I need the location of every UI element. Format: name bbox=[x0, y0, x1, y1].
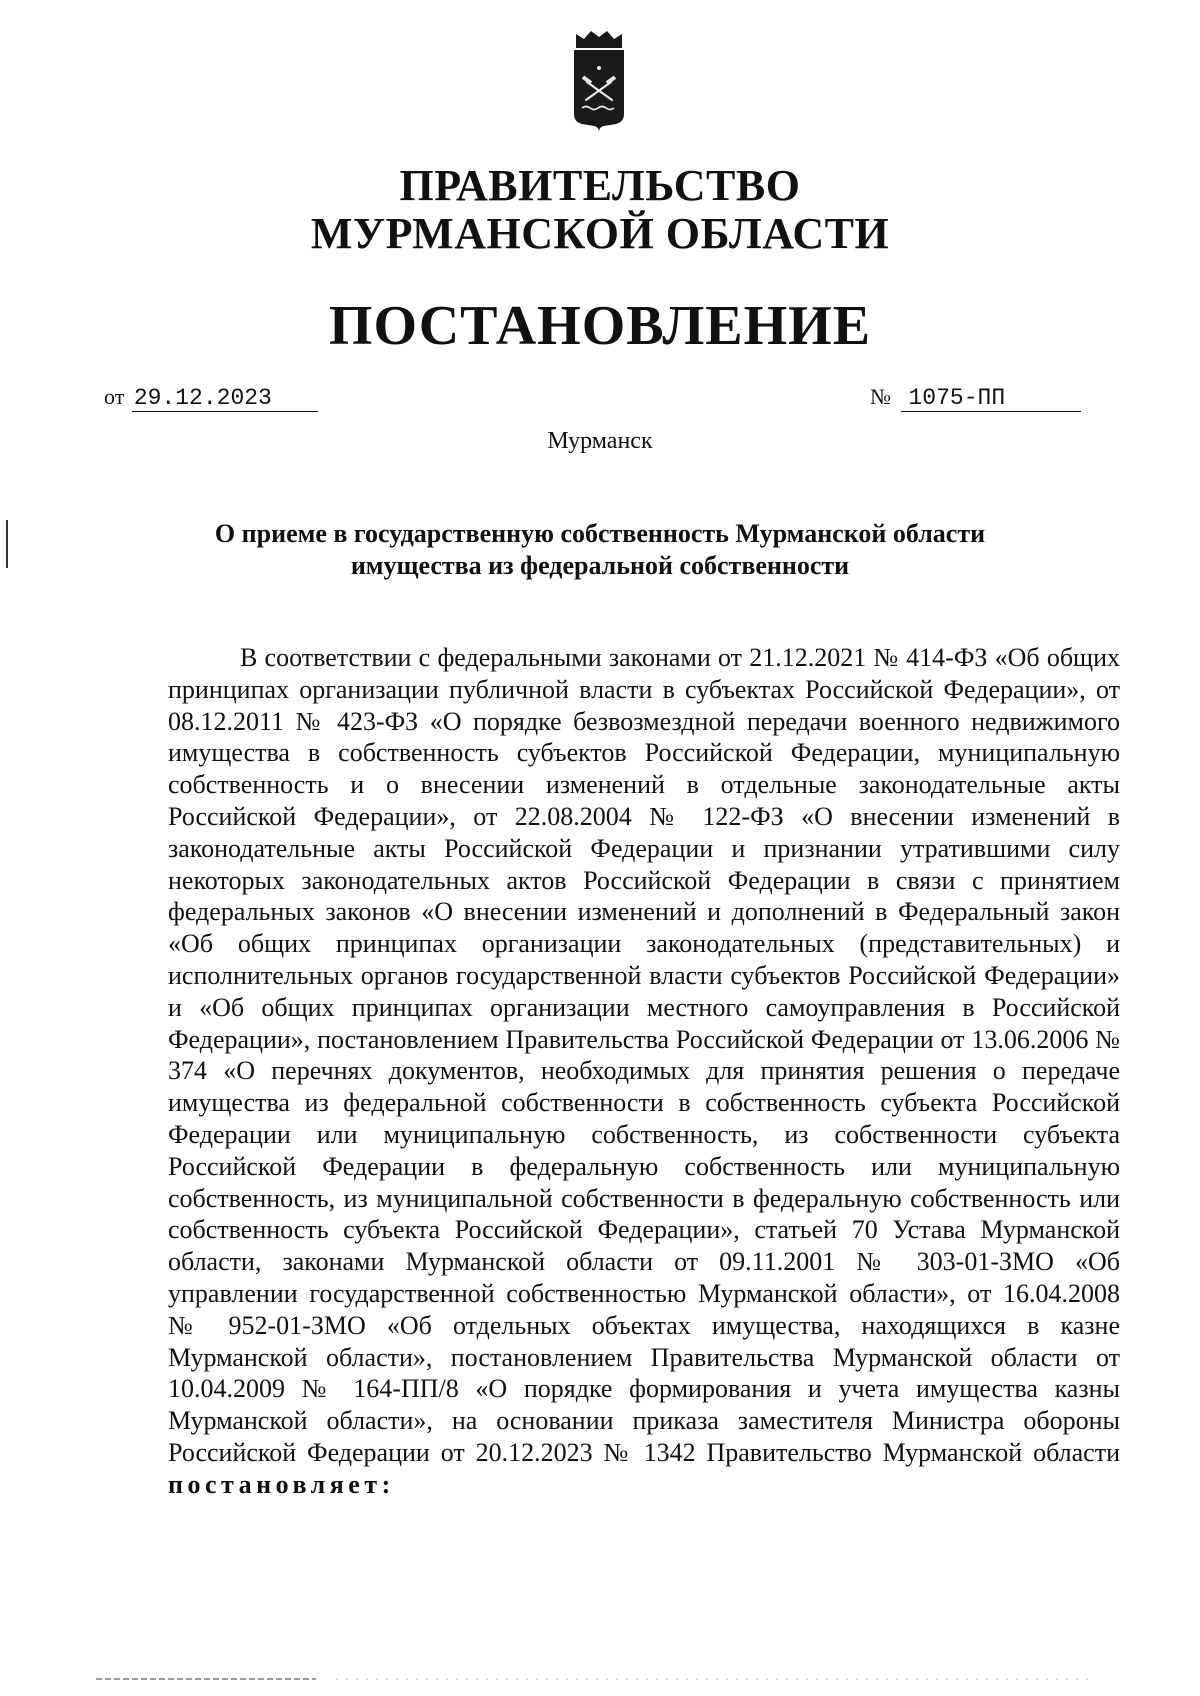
number-field bbox=[870, 384, 1081, 412]
date-field bbox=[104, 384, 318, 412]
date-prefix: от bbox=[104, 384, 125, 409]
subject-line1: О приеме в государственную собственность Мурманской области bbox=[214, 519, 986, 548]
resolves-word: постановляет: bbox=[168, 1469, 395, 1499]
body-paragraph-text: В соответствии с федеральными законами от 21.12.2021 № 414-ФЗ «Об общих принципах организации публичной власти в субъектах Российской Федерации», от 08.12.2011 № 423-ФЗ «О порядке безвозмездной передачи военного недвижимого имущества в собственность субъектов Российской Федерации, муниципальную собственность и о внесении изменений в отдельные законодательные акты Российской Федерации», от 22.08.2004 № 122-ФЗ «О внесении изменений в законодательные акты Российской Федерации и признании утратившими силу некоторых законодательных актов Российской Федерации в связи с принятием федеральных законов «О внесении изменений и дополнений в Федеральный закон «Об общих принципах организации законодательных (представительных) и исполнительных органов государственной власти субъектов Российской Федерации» и «Об общих принципах организации местного самоуправления в Российской Федерации», постановлением Правительства Российской Федерации от 13.06.2006 № 374 «О перечнях документов, необходимых для принятия решения о передаче имущества из федеральной собственности в собственность субъекта Российской Федерации или муниципальную собственность, из собственности субъекта Российской Федерации в федеральную собственность или муниципальную собственность, из муниципальной собственности в федеральную собственность или собственность субъекта Российской Федерации», статьей 70 Устава Мурманской области, законами Мурманской области от 09.11.2001 № 303-01-ЗМО «Об управлении государственной собственностью Мурманской области», от 16.04.2008 № 952-01-ЗМО «Об отдельных объектах имущества, находящихся в казне Мурманской области», постановлением Правительства Мурманской области от 10.04.2009 № 164-ПП/8 «О порядке формирования и учета имущества казны Мурманской области», на основании приказа заместителя Министра обороны Российской Федерации от 20.12.2023 № 1342 Правительство Мурманской области bbox=[168, 643, 1120, 1467]
body-paragraph bbox=[168, 642, 1120, 1501]
government-title-line2: МУРМАНСКОЙ ОБЛАСТИ bbox=[310, 209, 890, 258]
scan-artifact-line bbox=[96, 1676, 1096, 1682]
government-title-line1: ПРАВИТЕЛЬСТВО bbox=[399, 161, 801, 210]
number-value: 1075-ПП bbox=[901, 385, 1081, 412]
subject-line2: имущества из федеральной собственности bbox=[350, 551, 850, 580]
city-name: Мурманск bbox=[547, 428, 653, 454]
document-type-title: ПОСТАНОВЛЕНИЕ bbox=[328, 295, 872, 357]
coat-of-arms-icon bbox=[566, 28, 632, 136]
margin-mark bbox=[6, 520, 8, 568]
government-title bbox=[0, 162, 1200, 258]
number-prefix: № bbox=[870, 384, 891, 409]
date-value: 29.12.2023 bbox=[132, 385, 318, 412]
document-subject bbox=[140, 518, 1060, 582]
